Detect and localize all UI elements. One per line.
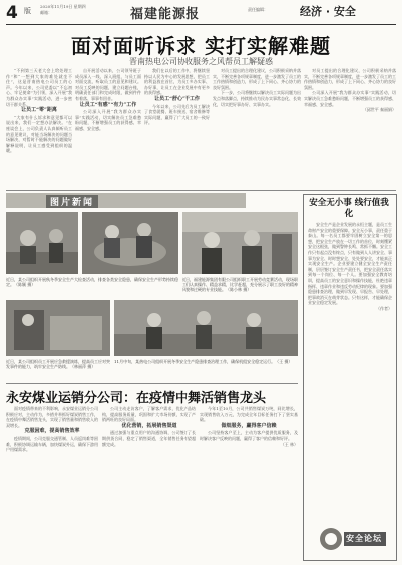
- commentary-body: [308, 222, 392, 522]
- lead-column-5: [304, 68, 396, 186]
- commentary-text: 安全生产是企业发展的永恒主题，是员工生命财产安全的重要保障。安全无小事，责任重于泰山。每一名员工都要牢固树立安全第一的思想，把安全生产放在一切工作的首位，时刻绷紧安全这根弦，做到警钟长鸣、常抓不懈。安全工作只有起点没有终点，只有做到人人讲安全、事事为安全、时时想安全、处处要安全，才能真正实现安全生产。企业要建立健全安全生产责任制，层层签订安全生产责任书，把安全责任落实到每一个岗位、每一个人。要加强安全教育培训，提高员工的安全意识和操作技能，杜绝违章指挥、违章作业和违反劳动纪律的现象。要加强隐患排查治理，做到早发现、早报告、早处理，把事故消灭在萌芽状态。只有这样，才能确保企业安全稳定发展。: [308, 222, 392, 306]
- safety-forum-label: 安全论坛: [346, 533, 382, 543]
- header-rule: [6, 24, 396, 25]
- photo-image: [6, 212, 78, 274]
- section-divider-2: [6, 383, 298, 384]
- lead-col2-subhead: 让员工“有感”“有力”工作: [79, 101, 137, 108]
- issue-date: 2020年11月19日 星期四: [40, 4, 86, 9]
- issue-email: 邮箱：: [40, 10, 52, 15]
- lead-col5-text: 对员工提出的合理化建议，公司积极采纳并落实，不断完善各项规章制度，进一步激发了员工的工作热情和创造力，形成了上下同心、齐心协力的良好氛围。: [304, 68, 396, 90]
- bottom-headline: 永安煤业运销分公司：在疫情中舞活销售龙头: [6, 391, 267, 406]
- lead-col2-text: 自开展活动以来，公司领导班子成员深入一线、深入班组，与员工面对面交流，听取员工的意见和建议。对员工反映的问题，建立问题台账，明确责任部门和完成时限，做到件件有着落、事事有回音。: [75, 68, 141, 101]
- photo-right-top: [182, 212, 298, 274]
- photo-caption-bottom-left: 近日，某公司组织员工开展应急救援演练，提高员工应对突发事件的能力，筑牢安全生产防线。（林丽萍 摄）: [6, 359, 110, 369]
- bottom-column-1: [6, 406, 98, 558]
- lead-col3-text: 我们在以后的工作中，将继续坚持以人民为中心的发展思想，把员工的利益放在首位，为员工多办实事、办好事，让员工在企业发展中有更多的获得感。: [144, 68, 210, 96]
- bottom-byline: （王 林）: [280, 441, 298, 447]
- section-divider: [6, 190, 396, 191]
- bottom-col2-subhead: 优化营销，拓展销售渠道: [121, 422, 177, 429]
- lead-column-2: [75, 68, 141, 188]
- bottom-col3-text-b: 公司坚持客户至上，主动为客户提供优质服务，及时解决客户反映的问题，赢得了客户的信赖和好评。: [200, 430, 298, 441]
- lead-byline: （邱世平 秦丽娟）: [362, 107, 396, 113]
- lead-col4-text: 对员工提出的合理化建议，公司积极采纳并落实，不断完善各项规章制度，进一步激发了员工的工作热情和创造力，形成了上下同心、齐心协力的良好氛围。: [213, 68, 301, 90]
- bottom-col3-subhead: 做细服务，赢得客户信赖: [221, 422, 277, 429]
- bottom-col1-text-b: 疫情期间，公司克服交通管制、人员返岗难等困难，积极协调运输车辆，加快煤炭外运，确保下游用户用煤需求。: [6, 435, 98, 453]
- lead-column-4: [213, 68, 301, 188]
- page-label: 版: [24, 7, 31, 15]
- lead-subheadline: 晋南热电公司协收服务之风帮员工解疑惑: [129, 57, 273, 66]
- photo-news-label: 图片新闻: [46, 195, 98, 208]
- bottom-col1-text: 面对疫情带来的不利影响，永安煤业运销分公司积极应对，主动作为，多措并举抓好煤炭销售工作，在疫情中舞活销售龙头，实现了销售量和销售收入的双增长。: [6, 406, 98, 428]
- lead-col2-text-b: 公司深入开展“我为群众办实事”实践活动，切实解决员工急难愁盼问题，不断增强员工的获得感、幸福感、安全感。: [75, 109, 141, 131]
- photo-center-top: [82, 212, 178, 274]
- commentary-title: 安全无小事 线行值我化: [309, 198, 389, 219]
- photo-right-bottom: [114, 300, 298, 356]
- lead-column-3: [144, 68, 210, 188]
- photo-left-top: [6, 212, 78, 274]
- bottom-col2-text: 公司主动走访客户，了解客户需求，优化产品结构，提高服务质量，巩固和扩大市场份额，实现了产销两旺的良好局面。: [102, 406, 196, 423]
- commentary-byline: （作者）: [376, 305, 392, 311]
- bottom-column-3: [200, 406, 298, 558]
- newspaper-logo: 福建能源报: [130, 7, 201, 22]
- lead-col1-subhead: 让员工“零”距离: [21, 107, 57, 114]
- photo-caption-left: 近日，某公司组织开展秋冬季安全生产大检查活动，排查各类安全隐患，确保安全生产形势持续稳定。（陈颖 摄）: [6, 277, 178, 287]
- section-title: 经济 · 安全: [300, 5, 356, 18]
- lead-col3-subhead: 让员工“舒心”干工作: [154, 95, 200, 102]
- page-header: [0, 0, 402, 28]
- photo-news-banner: [6, 193, 246, 208]
- photo-image: [6, 300, 110, 356]
- bottom-col2-text-b: 通过加强与重点用户的沟通协调，公司签订了长期供货合同，稳定了销售渠道，全年销售任务有望超额完成。: [102, 430, 196, 447]
- bottom-col1-subhead: 克服困难，提高销售效率: [24, 428, 80, 435]
- lead-col1-text-b: “大家有什么诉求和意见都可以说出来，我们一定想办法解决。”在座谈会上，公司负责人认真倾听员工的意见建议，对能当场解决的问题当场解决，对暂时不能解决的问题做好解释说明，让员工感受到组织的温暖。: [6, 114, 72, 154]
- editor-line: 责任编辑：: [248, 7, 268, 12]
- lead-col3-text-b: 今年以来，公司先后为员工解决了食堂就餐、班车接送、宿舍维修等实际问题，赢得了广大员工的一致好评。: [144, 103, 210, 126]
- lead-col1-text: “不到第三天老大会上给处理工作”和“一想到大家的难处就坐不住”，这是晋南热电公司员工的心声。今年以来，公司党委以“不忘初心、牢记使命”为引领，深入开展“我为群众办实事”实践活动，进一步密切干群关系。: [6, 68, 72, 107]
- lead-col5-text-b: 公司深入开展“我为群众办实事”实践活动，切实解决员工急难愁盼问题，不断增强员工的获得感、幸福感、安全感。: [304, 90, 396, 107]
- photo-left-bottom: [6, 300, 110, 356]
- photo-caption-right: 近日，福建能源集团有限公司组织职工开展劳动竞赛活动，现场职工们认真操作、精益求精，比学赶超，充分展示了职工良好的精神风貌和过硬的专业技能。（陈小林 摄）: [182, 277, 298, 292]
- photo-caption-bottom-right: 11月中旬，某热电公司组织开展冬季安全生产隐患排查治理工作，确保机组安全稳定运行。（王 摄）: [114, 359, 293, 364]
- photo-image: [114, 300, 298, 356]
- issue-info: [40, 4, 86, 16]
- lead-headline: 面对面听诉求 实打实解难题: [71, 34, 331, 58]
- lead-column-1: [6, 68, 72, 188]
- photo-image: [82, 212, 178, 274]
- bottom-col3-text: 今年1至10月，公司共销售煤炭万吨，同比增长，实现销售收入万元，为完成全年目标任务打下了坚实基础。: [200, 406, 298, 423]
- safety-forum-logo: [318, 526, 388, 552]
- page-number: 4: [6, 3, 18, 23]
- photo-image: [182, 212, 298, 274]
- bottom-column-2: [102, 406, 196, 558]
- lead-col4-text-b: 下一步，公司将继续以解决员工实际问题为出发点和落脚点，持续推动为民办实事常态化、长效化，切实把好事办好、实事办实。: [213, 90, 301, 107]
